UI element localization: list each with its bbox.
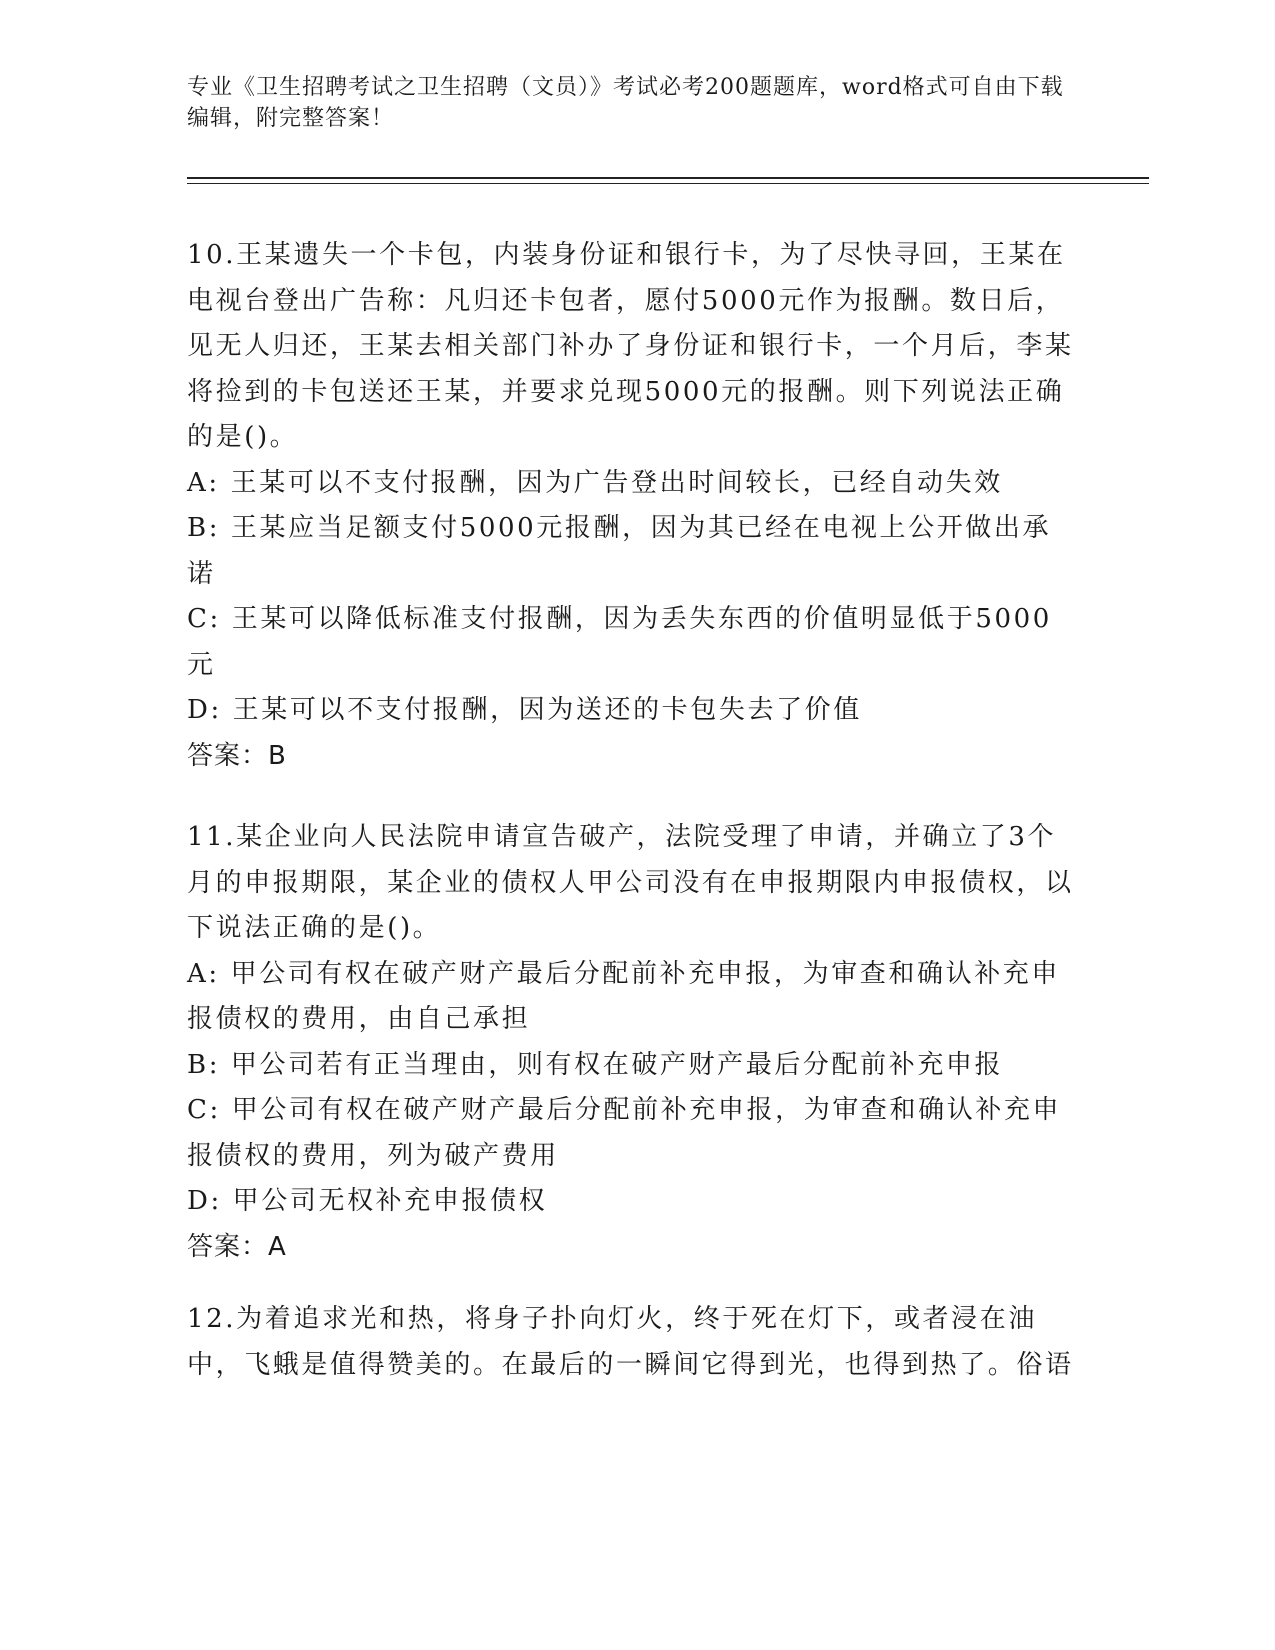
option-d: D: 王某可以不支付报酬，因为送还的卡包失去了价值: [187, 695, 862, 725]
option-a: A: 王某可以不支付报酬，因为广告登出时间较长，已经自动失效: [187, 467, 1003, 498]
option-b: B: 甲公司若有正当理由，则有权在破产财产最后分配前补充申报: [187, 1049, 1004, 1080]
question-text: 11.某企业向人民法院申请宣告破产，法院受理了申请，并确立了3个月的申报期限，某企业的债权人甲公司没有在申报期限内申报债权，以下说法正确的是()。: [187, 822, 1074, 943]
question-10: [187, 233, 1077, 779]
option-d: D: 甲公司无权补充申报债权: [187, 1186, 548, 1216]
option-b: B: 王某应当足额支付5000元报酬，因为其已经在电视上公开做出承诺: [187, 513, 1052, 589]
header-divider-thin: [187, 183, 1149, 184]
answer-row: [187, 734, 1077, 780]
option-a: A: 甲公司有权在破产财产最后分配前补充申报，为审查和确认补充申报债权的费用，由自己承担: [187, 958, 1061, 1034]
question-11: [187, 815, 1077, 1270]
header-divider-thick: [187, 177, 1149, 179]
answer-row: [187, 1225, 1077, 1271]
answer-value: B: [268, 740, 287, 771]
answer-label: 答案：: [187, 740, 269, 771]
option-c: C: 王某可以降低标准支付报酬，因为丢失东西的价值明显低于5000元: [187, 604, 1052, 680]
option-c: C: 甲公司有权在破产财产最后分配前补充申报，为审查和确认补充申报债权的费用，列为破产费用: [187, 1095, 1062, 1171]
document-header: 专业《卫生招聘考试之卫生招聘（文员）》考试必考200题题库，word格式可自由下载编辑，附完整答案！: [187, 75, 1064, 131]
question-text: 10.王某遗失一个卡包，内装身份证和银行卡，为了尽快寻回，王某在电视台登出广告称：凡归还卡包者，愿付5000元作为报酬。数日后，见无人归还，王某去相关部门补办了身份证和银行卡，一个月后，李某将捡到的卡包送还王某，并要求兑现5000元的报酬。则下列说法正确的是()。: [187, 240, 1074, 452]
answer-label: 答案：: [187, 1231, 269, 1262]
answer-value: A: [268, 1231, 287, 1262]
question-12: [187, 1297, 1077, 1388]
question-text: 12.为着追求光和热，将身子扑向灯火，终于死在灯下，或者浸在油中，飞蛾是值得赞美的。在最后的一瞬间它得到光，也得到热了。俗语: [187, 1304, 1074, 1380]
